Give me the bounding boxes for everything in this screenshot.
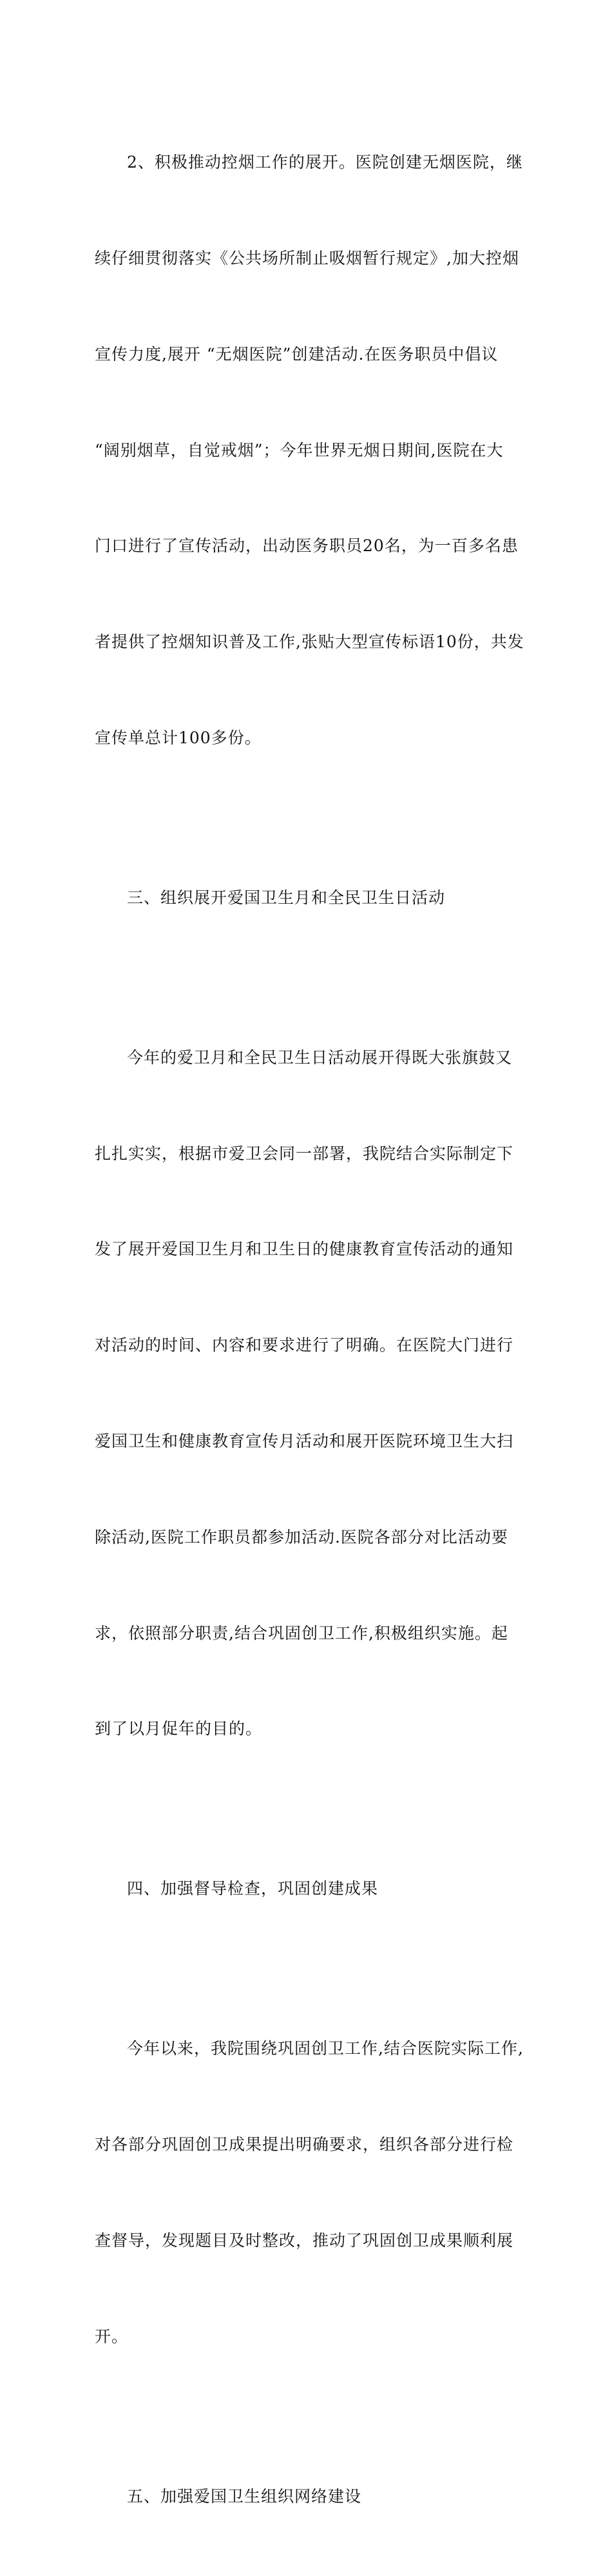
- text-line: 者提供了控烟知识普及工作,张贴大型宣传标语10份，共发: [95, 632, 524, 652]
- text-line: 对各部分巩固创卫成果提出明确要求，组织各部分进行检: [95, 2135, 514, 2154]
- text-line: 对活动的时间、内容和要求进行了明确。在医院大门进行: [95, 1336, 514, 1355]
- paragraph-tobacco-control: [95, 83, 526, 818]
- heading-text: 五、加强爱国卫生组织网络建设: [127, 2486, 362, 2506]
- section-heading-4: [95, 1809, 526, 1969]
- section-heading-3: [95, 818, 526, 978]
- paragraph-hygiene-month: [95, 978, 526, 1809]
- paragraph-inspection: [95, 1969, 526, 2416]
- text-line: “阔别烟草，自觉戒烟”；今年世界无烟日期间,医院在大: [95, 440, 504, 460]
- text-line: 门口进行了宣传活动，出动医务职员20名，为一百多名患: [95, 536, 519, 556]
- text-line: 2、积极推动控烟工作的展开。医院创建无烟医院，继: [127, 153, 523, 172]
- text-line: 除活动,医院工作职员都参加活动.医院各部分对比活动要: [95, 1527, 508, 1547]
- text-line: 今年的爱卫月和全民卫生日活动展开得既大张旗鼓又: [127, 1048, 513, 1067]
- heading-text: 三、组织展开爱国卫生月和全民卫生日活动: [127, 888, 446, 907]
- section-heading-5: [95, 2416, 526, 2576]
- heading-text: 四、加强督导检查，巩固创建成果: [127, 1879, 379, 1898]
- text-line: 开。: [95, 2327, 129, 2346]
- text-line: 扎扎实实，根据市爱卫会同一部署，我院结合实际制定下: [95, 1144, 514, 1163]
- text-line: 宣传单总计100多份。: [95, 728, 262, 747]
- text-line: 查督导，发现题目及时整改，推动了巩固创卫成果顺利展: [95, 2230, 514, 2250]
- text-line: 爱国卫生和健康教育宣传月活动和展开医院环境卫生大扫: [95, 1431, 514, 1450]
- text-line: 宣传力度,展开 “无烟医院”创建活动.在医务职员中倡议: [95, 344, 499, 364]
- text-line: 求，依照部分职责,结合巩固创卫工作,积极组织实施。起: [95, 1623, 508, 1643]
- document-body: [95, 83, 526, 2576]
- text-line: 到了以月促年的目的。: [95, 1719, 263, 1739]
- text-line: 发了展开爱国卫生月和卫生日的健康教育宣传活动的通知: [95, 1240, 514, 1259]
- text-line: 今年以来，我院围绕巩固创卫工作,结合医院实际工作,: [127, 2039, 524, 2058]
- text-line: 续仔细贯彻落实《公共场所制止吸烟暂行规定》,加大控烟: [95, 248, 519, 268]
